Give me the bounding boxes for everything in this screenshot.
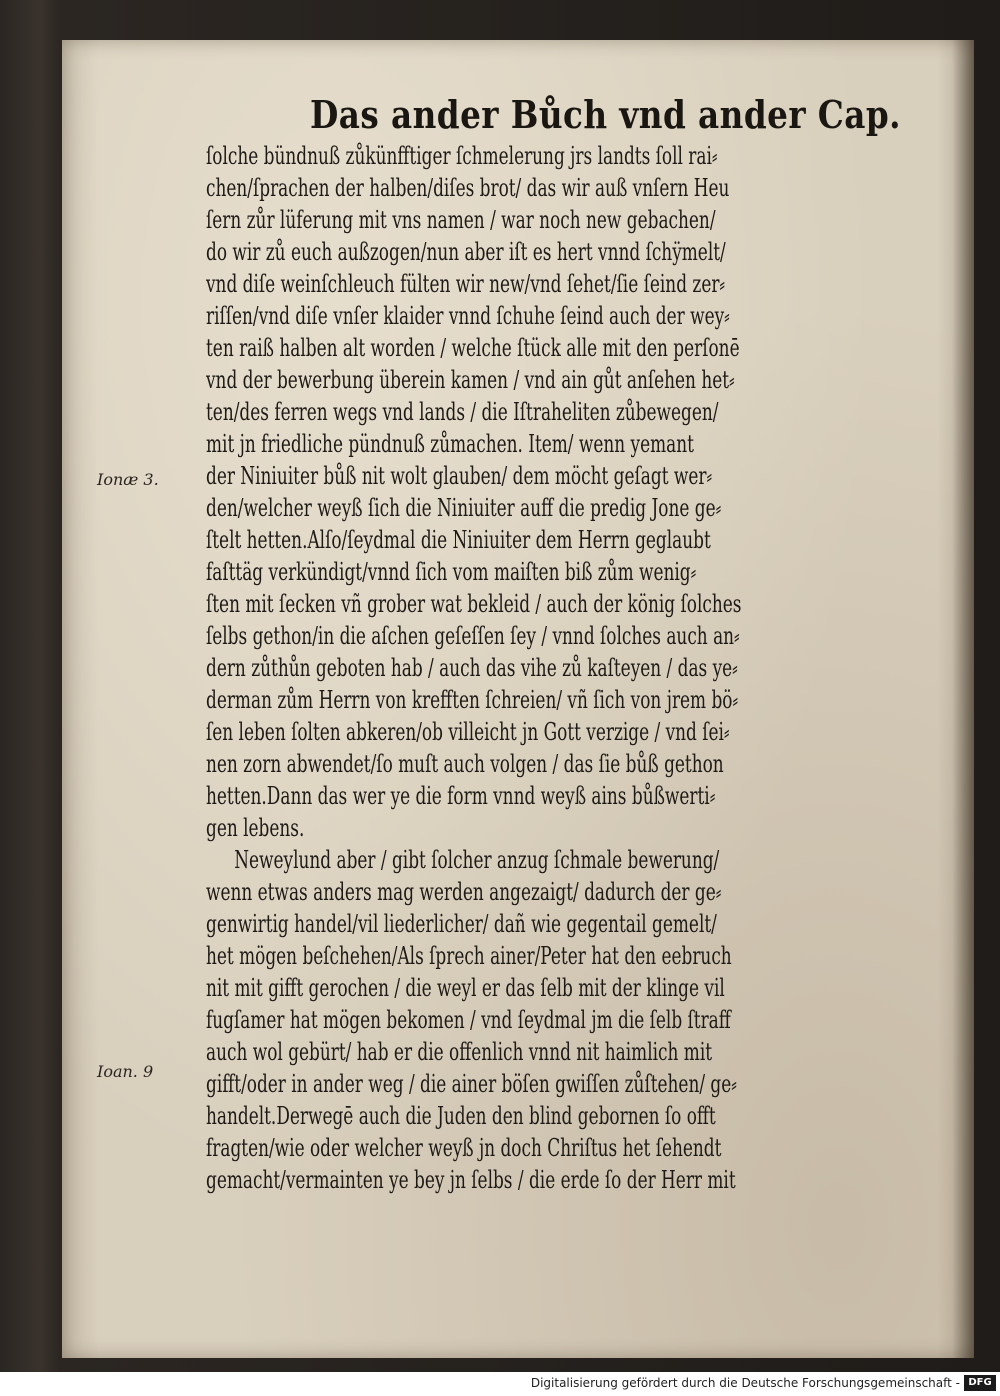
text-line: auch wol gebürt/ hab er die offenlich vnnd nit haimlich mit — [206, 1038, 713, 1066]
text-line: gifft/oder in ander weg / die ainer böſen gwiſſen zůſtehen/ ge⸗ — [206, 1070, 737, 1098]
body-text — [206, 140, 906, 1196]
footer-bar — [0, 1372, 1000, 1396]
text-line: vnd diſe weinſchleuch fülten wir new/vnd ſehet/ſie ſeind zer⸗ — [206, 270, 726, 298]
text-line: ſern zůr lüferung mit vns namen / war noch new gebachen/ — [206, 206, 716, 234]
text-line: faſttäg verkündigt/vnnd ſich vom maiſten biß zům wenig⸗ — [206, 558, 697, 586]
text-line: nit mit gifft gerochen / die weyl er das ſelb mit der klinge vil — [206, 974, 725, 1002]
text-line: nen zorn abwendet/ſo muſt auch volgen / das ſie bůß gethon — [206, 750, 724, 778]
text-line: chen/ſprachen der halben/diſes brot/ das wir auß vnſern Heu — [206, 174, 730, 202]
text-line: der Niniuiter bůß nit wolt glauben/ dem möcht geſagt wer⸗ — [206, 462, 713, 490]
text-line: wenn etwas anders mag werden angezaigt/ dadurch der ge⸗ — [206, 878, 722, 906]
text-line: fragten/wie oder welcher weyß jn doch Chriſtus het ſehendt — [206, 1134, 722, 1162]
text-line: genwirtig handel/vil liederlicher/ dañ wie gegentail gemelt/ — [206, 910, 717, 938]
text-line: gemacht/vermainten ye bey jn ſelbs / die erde ſo der Herr mit — [206, 1166, 736, 1194]
text-line: ſtelt hetten.Alſo/ſeydmal die Niniuiter dem Herrn geglaubt — [206, 526, 711, 554]
text-line: fugſamer hat mögen bekomen / vnd ſeydmal jm die ſelb ſtraff — [206, 1006, 731, 1034]
marginal-note-jonah: Ionæ 3. — [97, 470, 159, 489]
text-line: ſelbs gethon/in die aſchen geſeſſen ſey / vnnd ſolches auch an⸗ — [206, 622, 740, 650]
text-line: ſolche bündnuß zůkünfftiger ſchmelerung jrs landts ſoll rai⸗ — [206, 142, 718, 170]
text-line: ten/des ferren wegs vnd lands / die Iſtraheliten zůbewegen/ — [206, 398, 719, 426]
text-line: ſten mit ſecken vñ grober wat bekleid / auch der könig ſolches — [206, 590, 742, 618]
text-line: ſen leben ſolten abkeren/ob villeicht jn Gott verzige / vnd ſei⸗ — [206, 718, 730, 746]
marginal-note-john: Ioan. 9 — [97, 1062, 154, 1081]
text-line: hetten.Dann das wer ye die form vnnd weyß ains bůßwerti⸗ — [206, 782, 716, 810]
text-line: do wir zů euch außzogen/nun aber iſt es hert vnnd ſchÿmelt/ — [206, 238, 726, 266]
paragraph-start-line: Neweylund aber / gibt ſolcher anzug ſchmale bewerung/ — [234, 846, 720, 874]
text-line: den/welcher weyß ſich die Niniuiter auff die predig Jone ge⸗ — [206, 494, 722, 522]
text-line: derman zům Herrn von krefften ſchreien/ vñ ſich von jrem bö⸗ — [206, 686, 739, 714]
running-head: Das ander Bůch vnd ander Cap. — [310, 92, 901, 137]
text-line: riſſen/vnd diſe vnſer klaider vnnd ſchuhe ſeind auch der wey⸗ — [206, 302, 730, 330]
funding-credit: Digitalisierung gefördert durch die Deutsche Forschungsgemeinschaft - — [530, 1376, 960, 1390]
spine-shadow — [952, 40, 974, 1358]
text-line: gen lebens. — [206, 814, 305, 842]
text-line: het mögen beſchehen/Als ſprech ainer/Peter hat den eebruch — [206, 942, 732, 970]
text-line: handelt.Derwegē auch die Juden den blind gebornen ſo offt — [206, 1102, 716, 1130]
text-line: mit jn friedliche pündnuß zůmachen. Item/ wenn yemant — [206, 430, 694, 458]
dfg-logo: DFG — [964, 1375, 996, 1391]
text-line: dern zůthůn geboten hab / auch das vihe zů kaſteyen / das ye⸗ — [206, 654, 738, 682]
text-line: vnd der bewerbung überein kamen / vnd ain gůt anſehen het⸗ — [206, 366, 735, 394]
text-line: ten raiß halben alt worden / welche ſtück alle mit den perſonē — [206, 334, 740, 362]
